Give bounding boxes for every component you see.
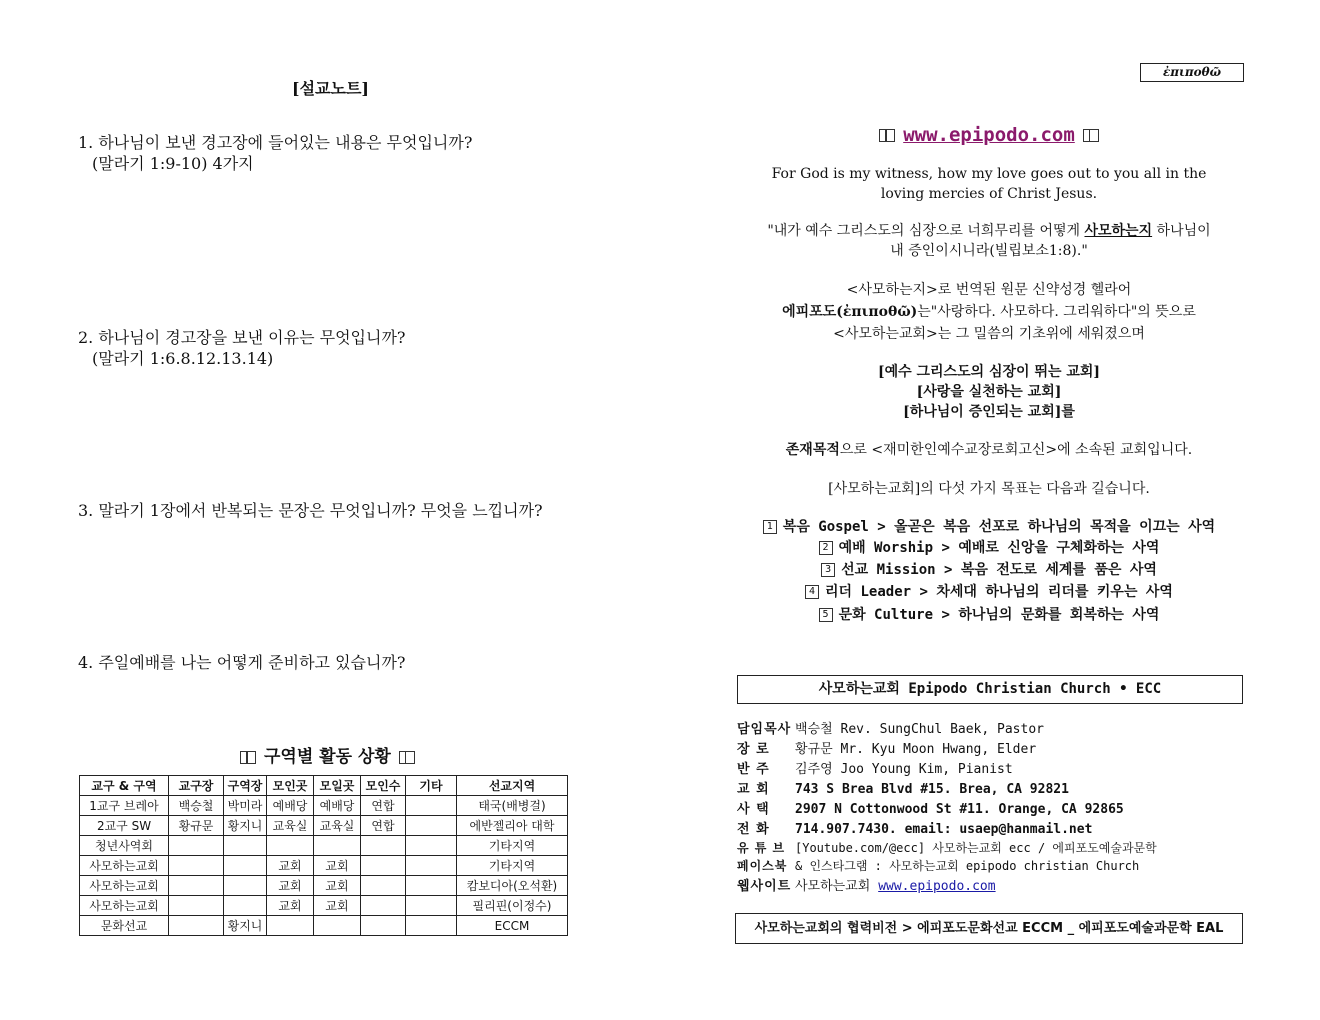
- table-cell: [169, 856, 224, 876]
- goal-item: [736, 559, 1242, 581]
- info-row-facebook: [737, 856, 1139, 876]
- motto-line: [예수 그리스도의 심장이 뛰는 교회]: [877, 364, 1101, 380]
- gift-icon: [1083, 129, 1099, 142]
- table-cell: [406, 876, 457, 896]
- table-header: 교구장: [169, 776, 224, 796]
- table-cell: 사모하는교회: [80, 856, 169, 876]
- goal-item: [736, 537, 1242, 559]
- question-4-text: 4. 주일예배를 나는 어떻게 준비하고 있습니까?: [78, 653, 406, 672]
- table-cell: [361, 896, 406, 916]
- table-header: 구역장: [224, 776, 267, 796]
- goal-text: 예배 Worship > 예배로 신앙을 구체화하는 사역: [838, 540, 1160, 556]
- table-row: [80, 876, 568, 896]
- goal-number: 4: [805, 585, 819, 599]
- question-1-text: 1. 하나님이 보낸 경고장에 들어있는 내용은 무엇입니까?: [78, 133, 473, 152]
- info-value: [Youtube.com/@ecc] 사모하는교회 ecc / 에피포도예술과문학: [795, 841, 1157, 855]
- cooperation-vision-box: 사모하는교회의 협력비전 > 에피포도문화선교 ECCM _ 에피포도예술과문학 EAL: [735, 913, 1243, 944]
- table-cell: [267, 836, 314, 856]
- goal-item: [736, 604, 1242, 626]
- table-cell: [314, 916, 361, 936]
- table-cell: 청년사역회: [80, 836, 169, 856]
- table-cell: [169, 896, 224, 916]
- table-header-row: [80, 776, 568, 796]
- table-cell: 교회: [314, 896, 361, 916]
- goal-text: 선교 Mission > 복음 전도로 세계를 품은 사역: [841, 562, 1157, 578]
- origin-explanation: [736, 279, 1242, 345]
- table-cell: 2교구 SW: [80, 816, 169, 836]
- purpose-statement: [736, 440, 1242, 460]
- info-label: 장 로: [737, 742, 770, 757]
- info-row-pastor: [737, 720, 1044, 740]
- table-cell: ECCM: [457, 916, 568, 936]
- info-row-church-address: [737, 780, 1069, 800]
- goal-text: 문화 Culture > 하나님의 문화를 회복하는 사역: [838, 607, 1160, 623]
- info-value: 사모하는교회: [795, 879, 879, 894]
- table-cell: [169, 836, 224, 856]
- info-value: & 인스타그램 : 사모하는교회 epipodo christian Church: [795, 859, 1140, 873]
- origin-line: <사모하는교회>는 그 밀씀의 기초위에 세워졌으며: [833, 326, 1145, 342]
- table-cell: 사모하는교회: [80, 876, 169, 896]
- info-row-parsonage: [737, 800, 1124, 820]
- info-label: 전 화: [737, 822, 770, 837]
- table-cell: 기타지역: [457, 856, 568, 876]
- table-cell: 교회: [267, 876, 314, 896]
- question-2: [78, 327, 405, 369]
- table-cell: 황지니: [224, 816, 267, 836]
- info-value: 김주영 Joo Young Kim, Pianist: [795, 762, 1013, 777]
- table-cell: [361, 856, 406, 876]
- verse-english: [736, 164, 1242, 204]
- question-1: [78, 132, 472, 174]
- verse-korean-line: [736, 221, 1242, 241]
- info-row-pianist: [737, 760, 1013, 780]
- goal-number: 2: [819, 541, 833, 555]
- table-cell: 교회: [267, 896, 314, 916]
- question-3-text: 3. 말라기 1장에서 반복되는 문장은 무엇입니까? 무엇을 느낍니까?: [78, 501, 543, 520]
- table-row: [80, 796, 568, 816]
- table-row: [80, 896, 568, 916]
- table-cell: [406, 796, 457, 816]
- question-1-reference: (말라기 1:9-10) 4가지: [92, 154, 254, 173]
- info-row-website: [737, 877, 996, 897]
- goal-number: 5: [819, 608, 833, 622]
- table-cell: 기타지역: [457, 836, 568, 856]
- table-header: 교구 & 구역: [80, 776, 169, 796]
- table-cell: 황규문: [169, 816, 224, 836]
- table-cell: 교회: [314, 876, 361, 896]
- table-cell: [406, 896, 457, 916]
- info-value: 백승철 Rev. SungChul Baek, Pastor: [795, 722, 1044, 737]
- table-row: [80, 856, 568, 876]
- gift-icon: [879, 129, 895, 142]
- table-cell: [406, 816, 457, 836]
- verse-korean-text: 하나님이: [1152, 223, 1211, 239]
- table-cell: [361, 916, 406, 936]
- table-row: [80, 916, 568, 936]
- table-cell: 필리핀(이정수): [457, 896, 568, 916]
- gift-icon: [240, 751, 256, 764]
- info-value: 714.907.7430. email: usaep@hanmail.net: [795, 822, 1093, 837]
- table-cell: 교회: [314, 856, 361, 876]
- question-4: [78, 652, 405, 673]
- table-cell: 황지니: [224, 916, 267, 936]
- table-cell: [406, 916, 457, 936]
- table-header: 모인곳: [267, 776, 314, 796]
- table-cell: [406, 836, 457, 856]
- epipodo-term: 에피포도(ἐπιποθῶ): [782, 304, 918, 320]
- goal-text: 복음 Gospel > 올곧은 복음 선포로 하나님의 목적을 이끄는 사역: [782, 519, 1216, 535]
- verse-korean-text: "내가 예수 그리스도의 심장으로 너희무리를 어떻게: [767, 223, 1085, 239]
- region-activity-title: [232, 742, 423, 767]
- table-cell: 예배당: [314, 796, 361, 816]
- goal-number: 1: [763, 520, 777, 534]
- info-value: 황규문 Mr. Kyu Moon Hwang, Elder: [795, 742, 1037, 757]
- origin-text: 는"사랑하다. 사모하다. 그리워하다"의 뜻으로: [917, 304, 1196, 320]
- origin-line: <사모하는지>로 번역된 원문 신약성경 헬라어: [846, 282, 1132, 298]
- sermon-notes-title: [설교노트]: [292, 79, 369, 98]
- table-cell: [224, 836, 267, 856]
- table-cell: 백승철: [169, 796, 224, 816]
- question-2-reference: (말라기 1:6.8.12.13.14): [92, 349, 274, 368]
- table-cell: 에반젤리아 대학: [457, 816, 568, 836]
- question-2-text: 2. 하나님이 경고장을 보낸 이유는 무엇입니까?: [78, 328, 406, 347]
- goal-item: [736, 516, 1242, 538]
- motto-line: [사랑을 실천하는 교회]: [916, 384, 1062, 400]
- table-cell: 교육실: [267, 816, 314, 836]
- info-label: 반 주: [737, 762, 770, 777]
- table-cell: 캄보디아(오석환): [457, 876, 568, 896]
- region-title-text: 구역별 활동 상황: [264, 747, 391, 767]
- table-cell: [314, 836, 361, 856]
- table-cell: 연합: [361, 816, 406, 836]
- motto-line: [하나님이 증인되는 교회]를: [903, 404, 1075, 420]
- table-cell: 교육실: [314, 816, 361, 836]
- greek-word-label: ἐπιποθῶ: [1140, 63, 1244, 82]
- info-row-phone: [737, 820, 1092, 840]
- info-value: 743 S Brea Blvd #15. Brea, CA 92821: [795, 782, 1069, 797]
- table-cell: [224, 896, 267, 916]
- table-row: [80, 836, 568, 856]
- table-cell: [169, 876, 224, 896]
- table-cell: 1교구 브레아: [80, 796, 169, 816]
- goals-intro: [사모하는교회]의 다섯 가지 목표는 다음과 길습니다.: [828, 481, 1150, 497]
- info-label: 담임목사: [737, 722, 792, 737]
- question-3: [78, 500, 543, 521]
- purpose-text: 으로 <재미한인예수교장로회고신>에 소속된 교회입니다.: [839, 442, 1193, 458]
- gift-icon: [399, 751, 415, 764]
- verse-english-line: For God is my witness, how my love goes out to you all in the: [771, 166, 1207, 182]
- table-cell: 박미라: [224, 796, 267, 816]
- table-header: 선교지역: [457, 776, 568, 796]
- table-cell: 교회: [267, 856, 314, 876]
- info-label: 웹사이트: [737, 879, 792, 894]
- table-cell: 연합: [361, 796, 406, 816]
- info-label: 유 튜 브: [737, 841, 786, 855]
- table-cell: 문화선교: [80, 916, 169, 936]
- table-cell: [224, 876, 267, 896]
- table-cell: [406, 856, 457, 876]
- goal-item: [736, 581, 1242, 603]
- table-cell: [361, 836, 406, 856]
- website-link[interactable]: www.epipodo.com: [878, 879, 996, 894]
- church-name-box: 사모하는교회 Epipodo Christian Church • ECC: [737, 675, 1243, 704]
- region-activity-table: [79, 775, 568, 936]
- table-header: 모인수: [361, 776, 406, 796]
- church-motto: [736, 362, 1242, 422]
- verse-english-line: loving mercies of Christ Jesus.: [880, 186, 1098, 202]
- goal-text: 리더 Leader > 차세대 하나님의 리더를 키우는 사역: [825, 584, 1173, 600]
- info-label: 페이스북: [737, 859, 788, 873]
- info-label: 사 택: [737, 802, 770, 817]
- table-cell: [267, 916, 314, 936]
- verse-korean: [736, 221, 1242, 261]
- purpose-label: 존재목적: [785, 442, 840, 458]
- info-label: 교 회: [737, 782, 770, 797]
- info-value: 2907 N Cottonwood St #11. Orange, CA 92865: [795, 802, 1124, 817]
- info-row-elder: [737, 740, 1036, 760]
- verse-korean-line: 내 증인이시니라(빌립보소1:8).": [890, 243, 1088, 259]
- goal-number: 3: [821, 563, 835, 577]
- table-header: 기타: [406, 776, 457, 796]
- table-row: [80, 816, 568, 836]
- table-cell: 사모하는교회: [80, 896, 169, 916]
- info-row-youtube: [737, 838, 1157, 858]
- origin-line: [736, 301, 1242, 323]
- table-cell: [169, 916, 224, 936]
- table-cell: [224, 856, 267, 876]
- table-header: 모일곳: [314, 776, 361, 796]
- table-cell: [361, 876, 406, 896]
- website-heading: [736, 124, 1242, 146]
- website-heading-link[interactable]: www.epipodo.com: [903, 124, 1075, 146]
- table-cell: 태국(배병걸): [457, 796, 568, 816]
- verse-korean-highlight: 사모하는지: [1084, 223, 1153, 239]
- table-cell: 예배당: [267, 796, 314, 816]
